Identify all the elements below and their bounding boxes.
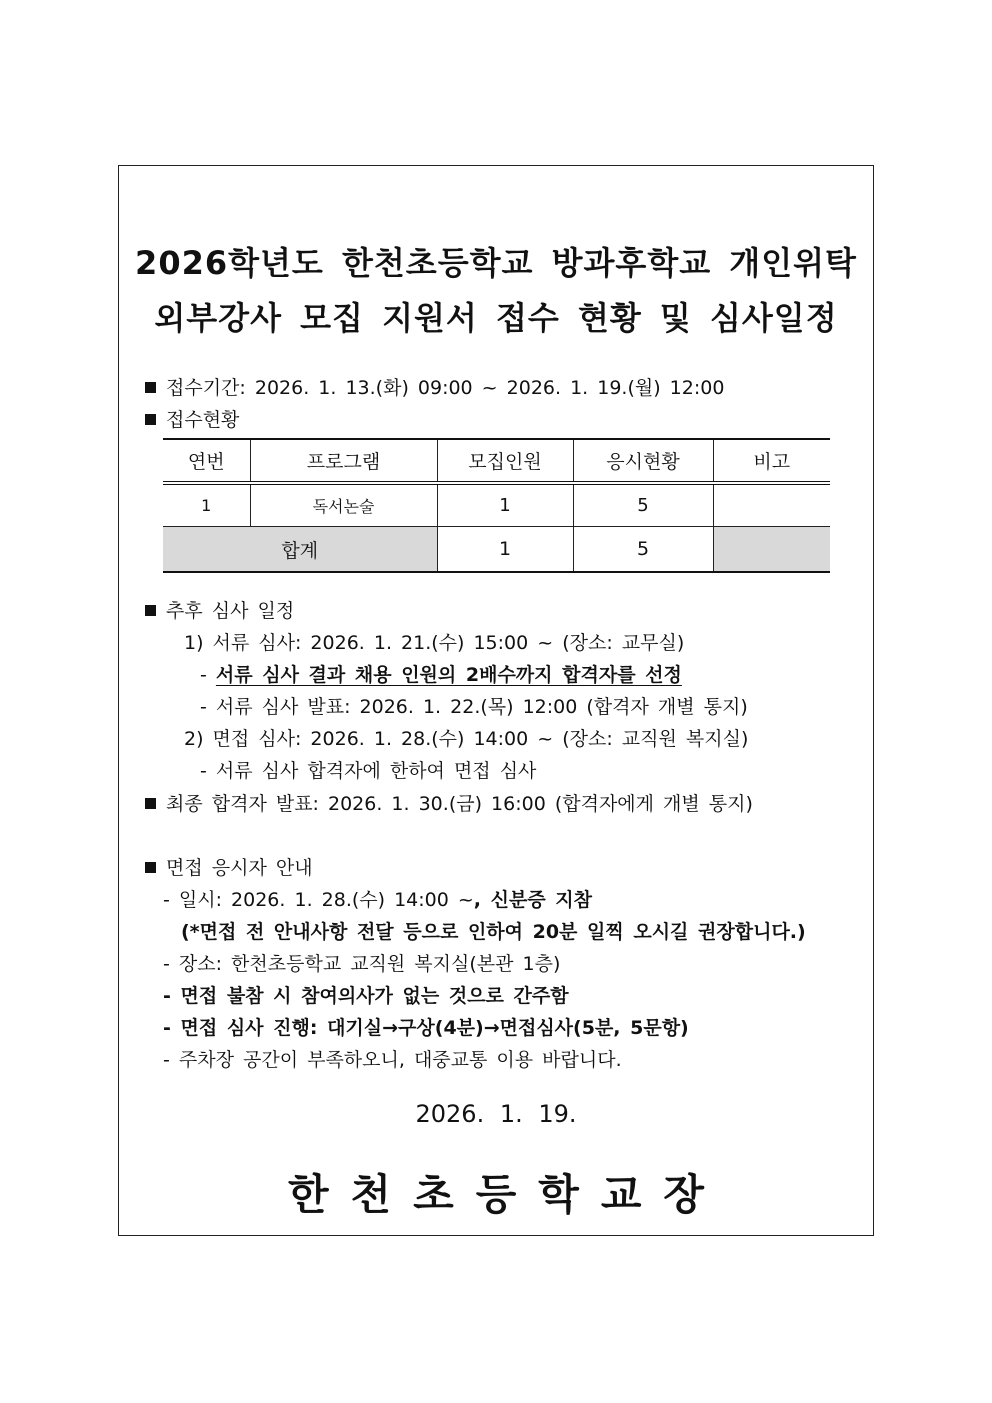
guide-datetime: - 일시: 2026. 1. 28.(수) 14:00 ~, 신분증 지참 xyxy=(163,889,593,911)
schedule-heading: 추후 심사 일정 xyxy=(145,596,294,623)
receipt-status-heading: 접수현황 xyxy=(145,405,239,432)
square-bullet-icon xyxy=(145,414,156,425)
cell-applicants: 5 xyxy=(573,483,713,527)
total-note xyxy=(713,527,830,573)
document-date: 2026. 1. 19. xyxy=(415,1100,577,1128)
header-applicants: 응시현황 xyxy=(573,439,713,483)
square-bullet-icon xyxy=(145,798,156,809)
cell-recruit: 1 xyxy=(437,483,573,527)
table-total-row xyxy=(163,527,830,573)
guide-place: - 장소: 한천초등학교 교직원 복지실(본관 1층) xyxy=(163,953,561,975)
title-line-2: 외부강사 모집 지원서 접수 현황 및 심사일정 xyxy=(154,299,838,337)
interview-note: - 서류 심사 합격자에 한하여 면접 심사 xyxy=(200,760,537,782)
header-program: 프로그램 xyxy=(250,439,437,483)
square-bullet-icon xyxy=(145,862,156,873)
table-header-row xyxy=(163,439,830,483)
total-recruit: 1 xyxy=(437,527,573,573)
header-note: 비고 xyxy=(713,439,830,483)
receipt-period: 접수기간: 2026. 1. 13.(화) 09:00 ~ 2026. 1. 19.(월) 12:00 xyxy=(145,373,724,400)
total-applicants: 5 xyxy=(573,527,713,573)
guide-notice: (*면접 전 안내사항 전달 등으로 인하여 20분 일찍 오시길 권장합니다.) xyxy=(181,921,806,943)
cell-program: 독서논술 xyxy=(250,483,437,527)
square-bullet-icon xyxy=(145,605,156,616)
doc-review: 1) 서류 심사: 2026. 1. 21.(수) 15:00 ~ (장소: 교무실) xyxy=(184,632,685,654)
cell-no: 1 xyxy=(163,483,250,527)
receipt-status-table xyxy=(163,438,830,573)
guide-absence: - 면접 불참 시 참여의사가 없는 것으로 간주함 xyxy=(163,985,569,1007)
header-recruit: 모집인원 xyxy=(437,439,573,483)
square-bullet-icon xyxy=(145,382,156,393)
total-label: 합계 xyxy=(163,527,437,573)
table-row xyxy=(163,483,830,527)
doc-review-note: - 서류 심사 결과 채용 인원의 2배수까지 합격자를 선정 xyxy=(200,664,682,686)
cell-note xyxy=(713,483,830,527)
doc-review-result: - 서류 심사 발표: 2026. 1. 22.(목) 12:00 (합격자 개별 통지) xyxy=(200,696,748,718)
header-no: 연번 xyxy=(163,439,250,483)
principal-signature: 한천초등학교장 xyxy=(287,1170,726,1219)
final-announcement: 최종 합격자 발표: 2026. 1. 30.(금) 16:00 (합격자에게 개별 통지) xyxy=(145,789,753,816)
title-line-1: 2026학년도 한천초등학교 방과후학교 개인위탁 xyxy=(135,244,857,282)
guide-process: - 면접 심사 진행: 대기실→구상(4분)→면접심사(5분, 5문항) xyxy=(163,1017,689,1039)
guide-heading: 면접 응시자 안내 xyxy=(145,853,313,880)
interview-review: 2) 면접 심사: 2026. 1. 28.(수) 14:00 ~ (장소: 교직원 복지실) xyxy=(184,728,749,750)
guide-parking: - 주차장 공간이 부족하오니, 대중교통 이용 바랍니다. xyxy=(163,1049,622,1071)
